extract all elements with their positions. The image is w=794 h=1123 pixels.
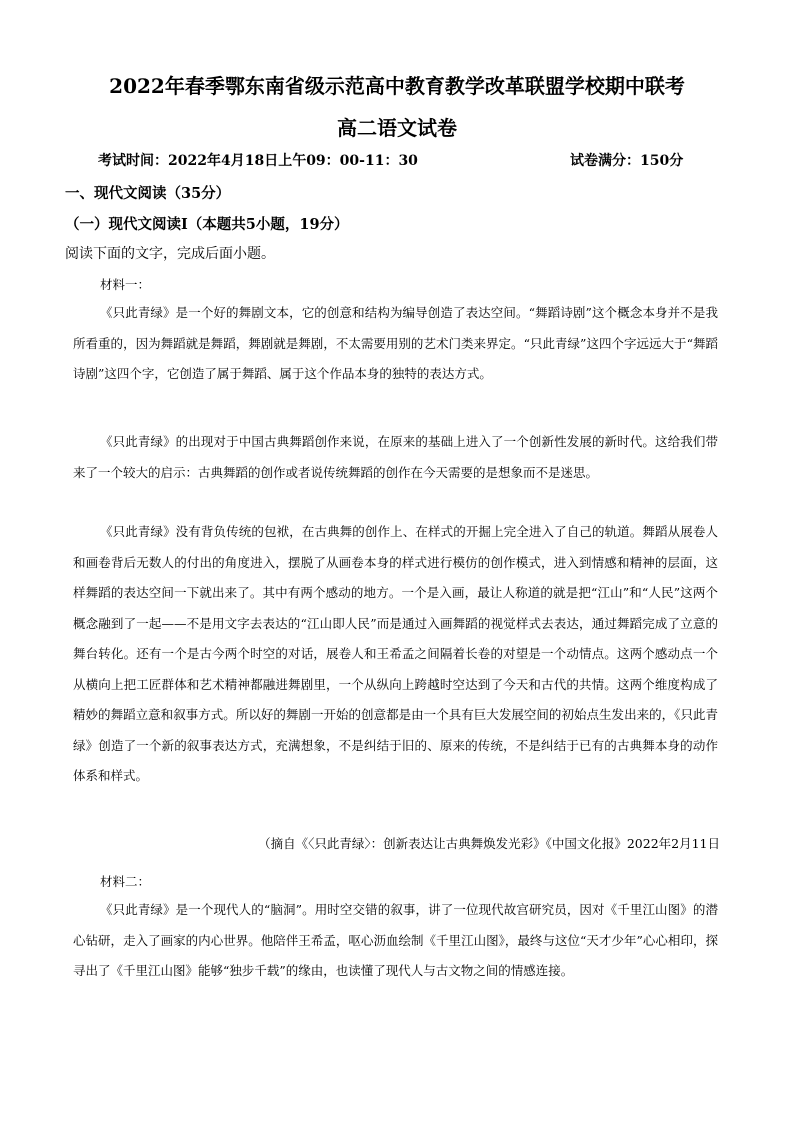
material-1-paragraph-1: 《只此青绿》是一个好的舞剧文本，它的创意和结构为编导创造了表达空间。“舞蹈诗剧”这个概念本身并不是我所看重的，因为舞蹈就是舞蹈，舞剧就是舞剧，不太需要用别的艺术门类来界定。“只此青绿”这四个字远远大于“舞蹈诗剧”这四个字，它创造了属于舞蹈、属于这个作品本身的独特的表达方式。 [73,305,718,381]
material-1-source: （摘自《〈只此青绿〉：创新表达让古典舞焕发光彩》《中国文化报》2022年2月11日 [258,836,720,851]
subsection-heading: （一）现代文阅读Ⅰ（本题共5小题，19分） [65,216,349,233]
material-2-paragraph-1: 《只此青绿》是一个现代人的“脑洞”。用时空交错的叙事，讲了一位现代故宫研究员，因对《千里江山图》的潜心钻研，走入了画家的内心世界。他陪伴王希孟，呕心沥血绘制《千里江山图》，最终与这位“天才少年”心心相印，探寻出了《千里江山图》能够“独步千载”的缘由，也读懂了现代人与古文物之间的情感连接。 [73,902,718,978]
exam-time: 考试时间：2022年4月18日上午09：00-11：30 [98,153,418,169]
material-1-label: 材料一： [100,277,151,292]
material-1-paragraph-3: 《只此青绿》没有背负传统的包袱，在古典舞的创作上、在样式的开掘上完全进入了自己的轨道。舞蹈从展卷人和画卷背后无数人的付出的角度进入，摆脱了从画卷本身的样式进行模仿的创作模式，进入到情感和精神的层面，这样舞蹈的表达空间一下就出来了。其中有两个感动的地方。一个是入画，最让人称道的就是把“江山”和“人民”这两个概念融到了一起——不是用文字去表达的“江山即人民”而是通过入画舞蹈的视觉样式去表达，通过舞蹈完成了立意的舞台转化。还有一个是古今两个时空的对话，展卷人和王希孟之间隔着长卷的对望是一个动情点。这两个感动点一个从横向上把工匠群体和艺术精神都融进舞剧里，一个从纵向上跨越时空达到了今天和古代的共情。这两个维度构成了精妙的舞蹈立意和叙事方式。所以好的舞剧一开始的创意都是由一个具有巨大发展空间的初始点生发出来的，《只此青绿》创造了一个新的叙事表达方式，充满想象，不是纠结于旧的、原来的传统，不是纠结于已有的古典舞本身的动作体系和样式。 [73,524,718,783]
material-1-paragraph-2: 《只此青绿》的出现对于中国古典舞蹈创作来说，在原来的基础上进入了一个创新性发展的新时代。这给我们带来了一个较大的启示：古典舞蹈的创作或者说传统舞蹈的创作在今天需要的是想象而不是迷思。 [73,434,718,480]
full-score: 试卷满分：150分 [570,153,684,169]
section-heading: 一、现代文阅读（35分） [65,185,231,202]
exam-subtitle: 高二语文试卷 [337,116,457,140]
material-2-label: 材料二： [100,874,151,889]
reading-instruction: 阅读下面的文字，完成后面小题。 [65,246,275,262]
exam-title: 2022年春季鄂东南省级示范高中教育教学改革联盟学校期中联考 [109,74,685,98]
